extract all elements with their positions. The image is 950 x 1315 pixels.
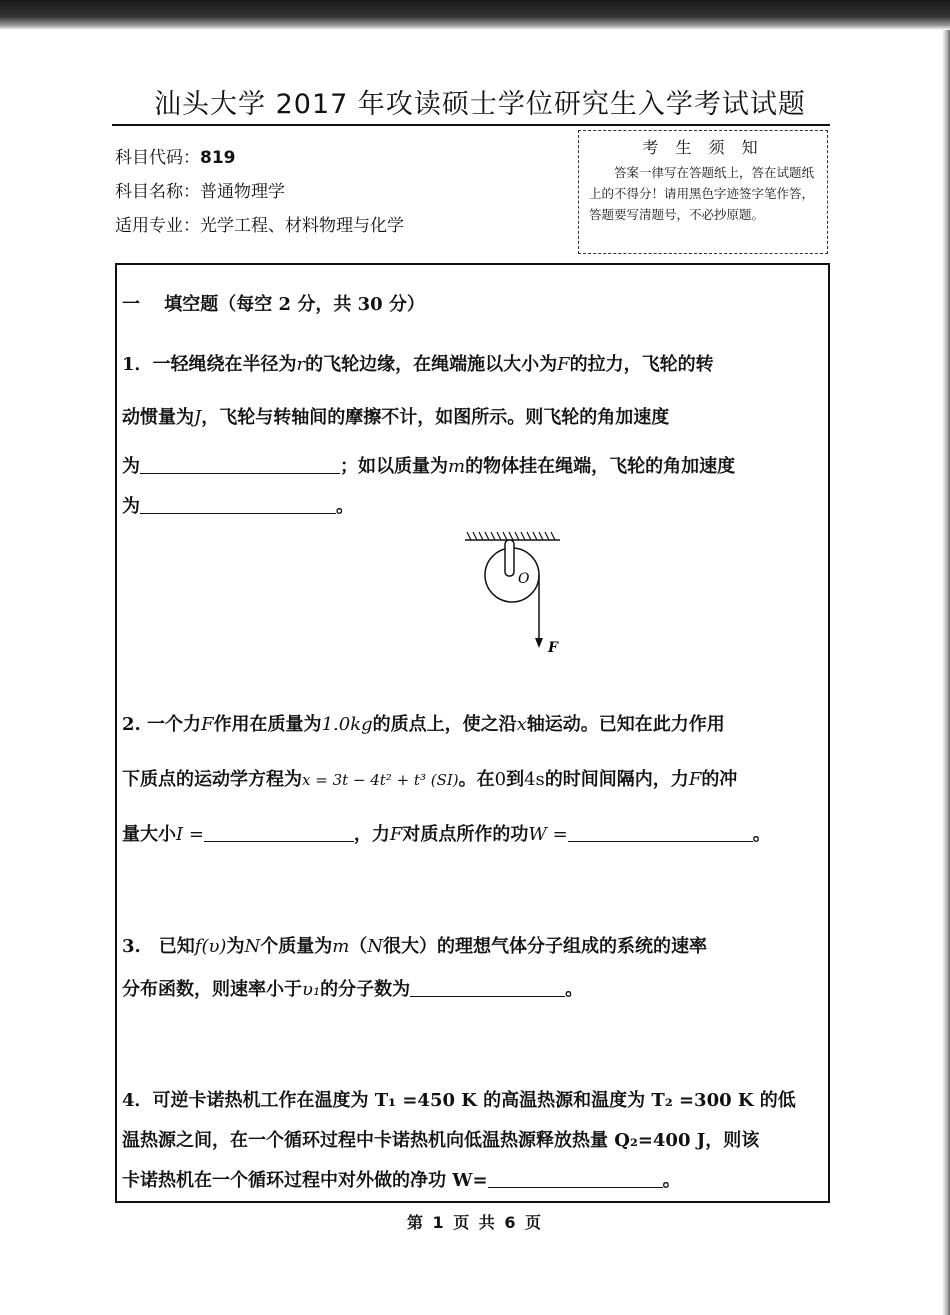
q2-line-3: 量大小I = ，力F对质点所作的功W = 。 <box>122 824 771 845</box>
ceiling-hatch <box>465 532 560 540</box>
q2-impulse-blank <box>204 823 354 842</box>
subject-name-label: 科目名称： <box>115 182 200 202</box>
q1-line-1: 1．一轻绳绕在半径为r的飞轮边缘，在绳端施以大小为F的拉力，飞轮的转 <box>122 354 714 375</box>
exam-title: 汕头大学 2017 年攻读硕士学位研究生入学考试试题 <box>154 89 806 120</box>
page-number: 第 1 页 共 6 页 <box>406 1213 544 1232</box>
major-row <box>115 211 404 236</box>
major-label: 适用专业： <box>115 216 200 236</box>
title-underline <box>112 124 830 126</box>
scan-top-shadow <box>0 0 950 30</box>
subject-code: 819 <box>200 148 236 168</box>
q1-line-4: 为 。 <box>122 496 354 517</box>
section-title: 一 填空题（每空 2 分，共 30 分） <box>122 294 425 315</box>
q2-equation: x = 3t − 4t² + t³ (SI) <box>302 771 459 789</box>
notice-title: 考 生 须 知 <box>642 138 764 157</box>
flywheel-figure <box>455 530 575 660</box>
q2-line-2: 下质点的运动学方程为x = 3t − 4t² + t³ (SI)。在0到4s的时间间隔内，力F的冲 <box>122 769 738 790</box>
q1-line-3: 为 ；如以质量为m的物体挂在绳端，飞轮的角加速度 <box>122 456 736 477</box>
q4-line-2: 温热源之间，在一个循环过程中卡诺热机向低温热源释放热量 Q₂=400 J，则该 <box>122 1130 760 1151</box>
force-arrow-head <box>535 638 543 648</box>
scan-right-edge <box>942 30 950 1315</box>
axle-support <box>505 540 514 576</box>
q3-line-2: 分布函数，则速率小于υ₁的分子数为 。 <box>122 979 584 1000</box>
q3-answer-blank <box>410 978 565 997</box>
notice-body: 答案一律写在答题纸上，答在试题纸上的不得分！请用黑色字迹签字笔作答，答题要写清题号，不必抄原题。 <box>589 165 815 222</box>
axis-label-o: O <box>518 571 530 587</box>
q1-line-2: 动惯量为J，飞轮与转轴间的摩擦不计，如图所示。则飞轮的角加速度 <box>122 407 670 428</box>
subject-name-row <box>115 177 285 202</box>
q1-answer-blank-1 <box>140 455 340 474</box>
subject-name: 普通物理学 <box>200 182 285 202</box>
q3-line-1: 3. 已知f(υ)为N个质量为m（N很大）的理想气体分子组成的系统的速率 <box>122 936 708 957</box>
q4-answer-blank <box>488 1169 663 1188</box>
q4-line-3: 卡诺热机在一个循环过程中对外做的净功 W= 。 <box>122 1170 681 1191</box>
q2-line-1: 2. 一个力F作用在质量为1.0kg的质点上，使之沿x轴运动。已知在此力作用 <box>122 714 725 735</box>
q2-work-blank <box>568 823 753 842</box>
q4-line-1: 4．可逆卡诺热机工作在温度为 T₁ =450 K 的高温热源和温度为 T₂ =300 K 的低 <box>122 1090 796 1111</box>
subject-code-label: 科目代码： <box>115 148 200 168</box>
subject-code-row <box>115 143 236 168</box>
force-label-f: F <box>548 640 558 656</box>
q1-answer-blank-2 <box>140 495 336 514</box>
major: 光学工程、材料物理与化学 <box>200 216 404 236</box>
exam-notice-box <box>578 130 828 254</box>
